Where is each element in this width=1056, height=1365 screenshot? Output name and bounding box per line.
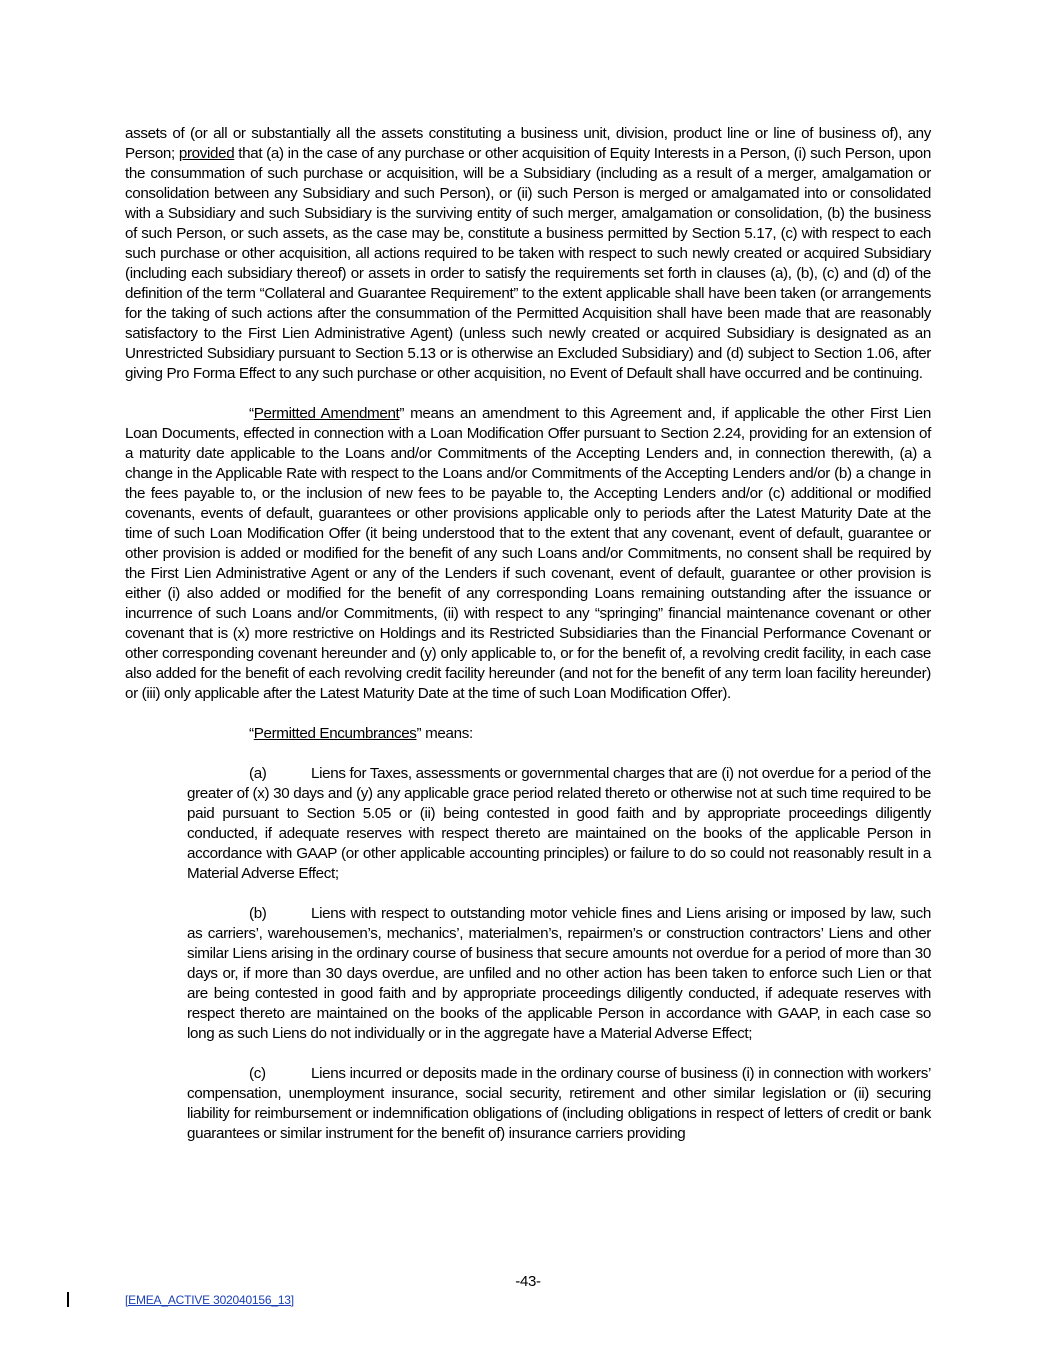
- permitted-encumbrances-definition: [125, 724, 931, 744]
- change-bar: [67, 1292, 69, 1307]
- defined-term: Permitted Amendment: [253, 405, 400, 422]
- document-body: [125, 124, 931, 1164]
- provided-term: provided: [178, 145, 235, 162]
- permitted-amendment-definition: [125, 404, 931, 704]
- clause-label: (c): [249, 1065, 266, 1082]
- definition-text: ” means:: [416, 725, 473, 742]
- open-quote: “: [249, 405, 254, 422]
- clause-text: Liens for Taxes, assessments or governmental charges that are (i) not overdue for a period of the greater of (x) 30 days and (y) any applicable grace period related thereto or otherwise not at such time required to be paid pursuant to Section 5.05 or (ii) being contested in good faith and by appropriate proceedings diligently conducted, if adequate reserves with respect thereto are maintained on the books of the applicable Person in accordance with GAAP (or other applicable accounting principles) or failure to do so could not reasonably result in a Material Adverse Effect;: [187, 765, 931, 882]
- clause-label: (a): [249, 765, 267, 782]
- clause-label: (b): [249, 905, 267, 922]
- continuation-paragraph: [125, 124, 931, 384]
- clause-c: [187, 1064, 931, 1144]
- clause-a: [187, 764, 931, 884]
- clause-b: [187, 904, 931, 1044]
- defined-term: Permitted Encumbrances: [253, 725, 417, 742]
- page-number: -43-: [515, 1273, 541, 1290]
- definition-text: ” means an amendment to this Agreement and, if applicable the other First Lien Loan Documents, effected in connection with a Loan Modification Offer pursuant to Section 2.24, providing for an extension of a maturity date applicable to the Loans and/or Commitments of the Accepting Lenders and, in connection therewith, (a) a change in the Applicable Rate with respect to the Loans and/or Commitments of the Accepting Lenders and/or (b) a change in the fees payable to, or the inclusion of new fees to be payable to, the Accepting Lenders and/or (c) additional or modified covenants, events of default, guarantees or other provisions applicable only to periods after the Latest Maturity Date at the time of such Loan Modification Offer (it being understood that to the extent that any covenant, event of default, guarantee or other provision is added or modified for the benefit of any such Loans and/or Commitments, no consent shall be required by the First Lien Administrative Agent or any of the Lenders if such covenant, event of default, guarantee or other provision is either (i) also added or modified for the benefit of any corresponding Loans remaining outstanding after the issuance or incurrence of such Loans and/or Commitments, (ii) with respect to any “springing” financial maintenance covenant or other covenant that is (x) more restrictive on Holdings and its Restricted Subsidiaries than the Financial Performance Covenant or other corresponding covenant hereunder and (y) only applicable to, or for the benefit of, a revolving credit facility, in each case also added for the benefit of each revolving credit facility hereunder (and not for the benefit of any term loan facility hereunder) or (iii) only applicable after the Latest Maturity Date at the time of such Loan Modification Offer).: [125, 405, 931, 702]
- open-quote: “: [249, 725, 254, 742]
- document-reference: [EMEA_ACTIVE 302040156_13]: [125, 1293, 294, 1307]
- clause-text: Liens with respect to outstanding motor vehicle fines and Liens arising or imposed by law, such as carriers’, warehousemen’s, mechanics’, materialmen’s, repairmen’s or construction contractors’ Liens and other similar Liens arising in the ordinary course of business that secure amounts not overdue for a period of more than 30 days or, if more than 30 days overdue, are unfiled and no other action has been taken to enforce such Lien or that are being contested in good faith and by appropriate proceedings diligently conducted, if adequate reserves with respect thereto are maintained on the books of the applicable Person in accordance with GAAP, in each case so long as such Liens do not individually or in the aggregate have a Material Adverse Effect;: [187, 905, 931, 1042]
- continuation-rest: that (a) in the case of any purchase or other acquisition of Equity Interests in a Person, (i) such Person, upon the consummation of such purchase or acquisition, will be a Subsidiary (including as a result of a merger, amalgamation or consolidation between any Subsidiary and such Person), or (ii) such Person is merged or amalgamated into or consolidated with a Subsidiary and such Subsidiary is the surviving entity of such merger, amalgamation or consolidation, (b) the business of such Person, or such assets, as the case may be, constitute a business permitted by Section 5.17, (c) with respect to each such purchase or other acquisition, all actions required to be taken with respect to such newly created or acquired Subsidiary (including each subsidiary thereof) or assets in order to satisfy the requirements set forth in clauses (a), (b), (c) and (d) of the definition of the term “Collateral and Guarantee Requirement” to the extent applicable shall have been taken (or arrangements for the taking of such actions after the consummation of the Permitted Acquisition shall have been made that are reasonably satisfactory to the First Lien Administrative Agent) (unless such newly created or acquired Subsidiary is designated as an Unrestricted Subsidiary pursuant to Section 5.13 or is otherwise an Excluded Subsidiary) and (d) subject to Section 1.06, after giving Pro Forma Effect to any such purchase or other acquisition, no Event of Default shall have occurred and be continuing.: [125, 145, 931, 382]
- clause-text: Liens incurred or deposits made in the ordinary course of business (i) in connection with workers’ compensation, unemployment insurance, social security, retirement and other similar legislation or (ii) securing liability for reimbursement or indemnification obligations of (including obligations in respect of letters of credit or bank guarantees or similar instrument for the benefit of) insurance carriers providing: [187, 1065, 931, 1142]
- continuation-text: assets of (or all or substantially all the assets constituting a business unit, division, product line or line of business of), any Person;: [125, 125, 931, 162]
